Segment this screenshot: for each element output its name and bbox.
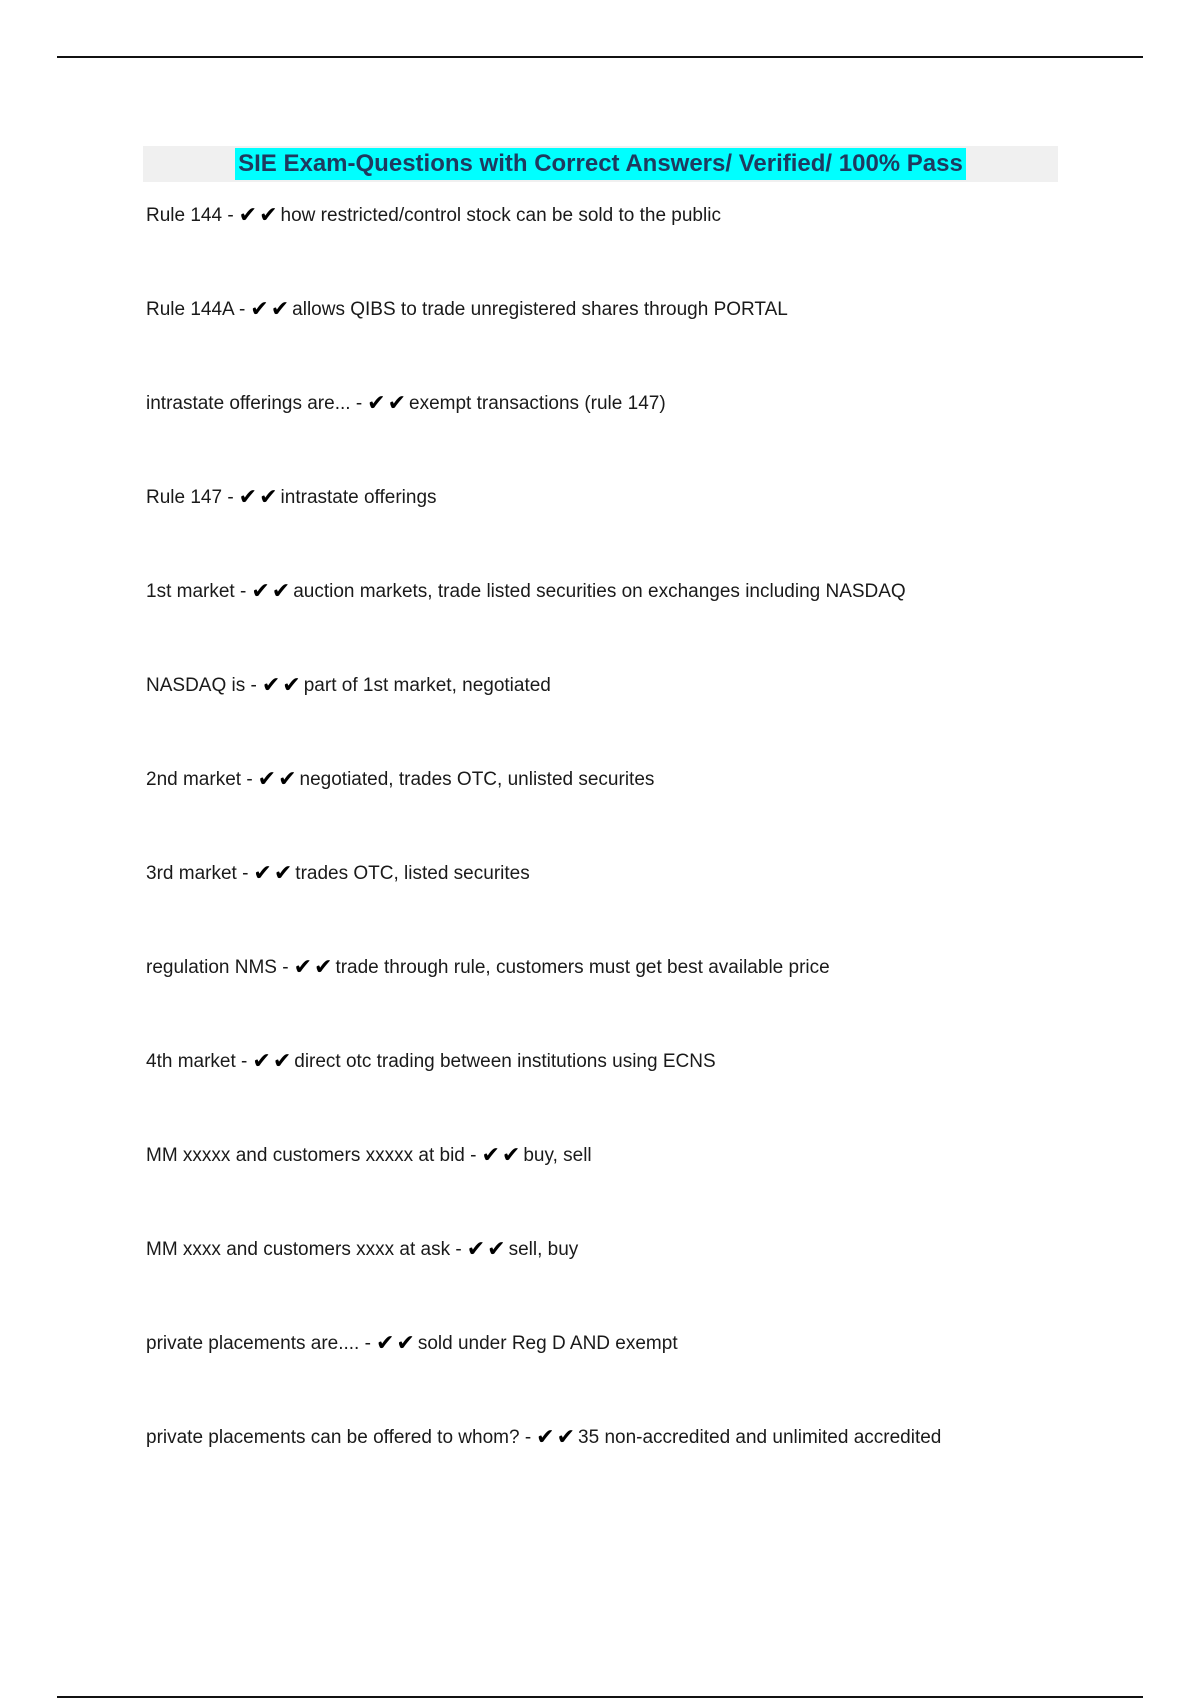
question-text: Rule 147	[146, 487, 223, 508]
qa-item	[146, 948, 1146, 1042]
question-text: 2nd market	[146, 769, 242, 790]
check-icon: ✔	[278, 767, 297, 792]
check-icon: ✔	[367, 391, 386, 416]
check-icon: ✔	[261, 673, 281, 698]
separator-dash: -	[242, 863, 249, 884]
footer-rule	[57, 1696, 1143, 1698]
check-icon: ✔	[238, 203, 258, 228]
question-text: NASDAQ is	[146, 675, 246, 696]
check-icon: ✔	[238, 485, 258, 510]
question-text: 3rd market	[146, 863, 237, 884]
document-title: SIE Exam-Questions with Correct Answers/ Verified/ 100% Pass	[235, 148, 966, 180]
separator-dash: -	[524, 1427, 532, 1448]
title-band	[143, 146, 1058, 182]
check-icon: ✔	[259, 203, 278, 228]
qa-item	[146, 290, 1146, 384]
check-icon: ✔	[273, 861, 293, 886]
answer-text: sold under Reg D AND exempt	[417, 1333, 678, 1354]
check-icon: ✔	[250, 297, 269, 322]
check-icon: ✔	[282, 673, 301, 698]
question-text: 1st market	[146, 581, 235, 602]
qa-item	[146, 478, 1146, 572]
separator-dash: -	[241, 1051, 248, 1072]
check-icon: ✔	[375, 1331, 395, 1356]
answer-text: auction markets, trade listed securities on exchanges including NASDAQ	[293, 581, 906, 602]
check-icon: ✔	[556, 1425, 576, 1450]
check-icon: ✔	[271, 579, 291, 604]
check-icon: ✔	[252, 1049, 271, 1074]
check-icon: ✔	[253, 861, 272, 886]
separator-dash: -	[250, 675, 257, 696]
qa-item	[146, 384, 1146, 478]
check-icon: ✔	[257, 767, 277, 792]
qa-item	[146, 196, 1146, 290]
check-icon: ✔	[259, 485, 278, 510]
separator-dash: -	[470, 1145, 477, 1166]
separator-dash: -	[246, 769, 253, 790]
qa-item	[146, 1418, 1146, 1512]
check-icon: ✔	[396, 1331, 415, 1356]
question-text: private placements are....	[146, 1333, 360, 1354]
check-icon: ✔	[487, 1237, 506, 1262]
qa-item	[146, 572, 1146, 666]
check-icon: ✔	[251, 579, 270, 604]
separator-dash: -	[282, 957, 289, 978]
separator-dash: -	[227, 205, 234, 226]
qa-item	[146, 1324, 1146, 1418]
answer-text: sell, buy	[508, 1239, 579, 1260]
qa-item	[146, 666, 1146, 760]
check-icon: ✔	[387, 391, 407, 416]
check-icon: ✔	[466, 1237, 486, 1262]
answer-text: part of 1st market, negotiated	[303, 675, 551, 696]
qa-item	[146, 1230, 1146, 1324]
check-icon: ✔	[314, 955, 333, 980]
answer-text: buy, sell	[523, 1145, 592, 1166]
qa-item	[146, 854, 1146, 948]
separator-dash: -	[239, 581, 247, 602]
check-icon: ✔	[481, 1143, 500, 1168]
answer-text: 35 non-accredited and unlimited accredited	[578, 1427, 942, 1448]
separator-dash: -	[238, 299, 246, 320]
qa-item	[146, 1136, 1146, 1230]
qa-item	[146, 1042, 1146, 1136]
answer-text: allows QIBS to trade unregistered shares through PORTAL	[292, 299, 788, 320]
answer-text: intrastate offerings	[280, 487, 437, 508]
answer-text: trades OTC, listed securites	[295, 863, 530, 884]
check-icon: ✔	[293, 955, 312, 980]
answer-text: how restricted/control stock can be sold to the public	[280, 205, 721, 226]
question-text: 4th market	[146, 1051, 236, 1072]
separator-dash: -	[227, 487, 234, 508]
question-text: intrastate offerings are...	[146, 393, 351, 414]
header-rule	[57, 56, 1143, 58]
answer-text: trade through rule, customers must get best available price	[335, 957, 830, 978]
question-text: MM xxxx and customers xxxx at ask	[146, 1239, 451, 1260]
question-text: MM xxxxx and customers xxxxx at bid	[146, 1145, 465, 1166]
check-icon: ✔	[536, 1425, 555, 1450]
qa-item	[146, 760, 1146, 854]
question-text: regulation NMS	[146, 957, 277, 978]
check-icon: ✔	[501, 1143, 521, 1168]
qa-list	[146, 196, 1146, 1512]
answer-text: negotiated, trades OTC, unlisted securites	[299, 769, 655, 790]
answer-text: direct otc trading between institutions using ECNS	[294, 1051, 716, 1072]
answer-text: exempt transactions (rule 147)	[409, 393, 666, 414]
question-text: private placements can be offered to whom?	[146, 1427, 520, 1448]
check-icon: ✔	[270, 297, 290, 322]
separator-dash: -	[355, 393, 363, 414]
question-text: Rule 144A	[146, 299, 234, 320]
question-text: Rule 144	[146, 205, 223, 226]
separator-dash: -	[364, 1333, 371, 1354]
check-icon: ✔	[272, 1049, 292, 1074]
separator-dash: -	[455, 1239, 462, 1260]
